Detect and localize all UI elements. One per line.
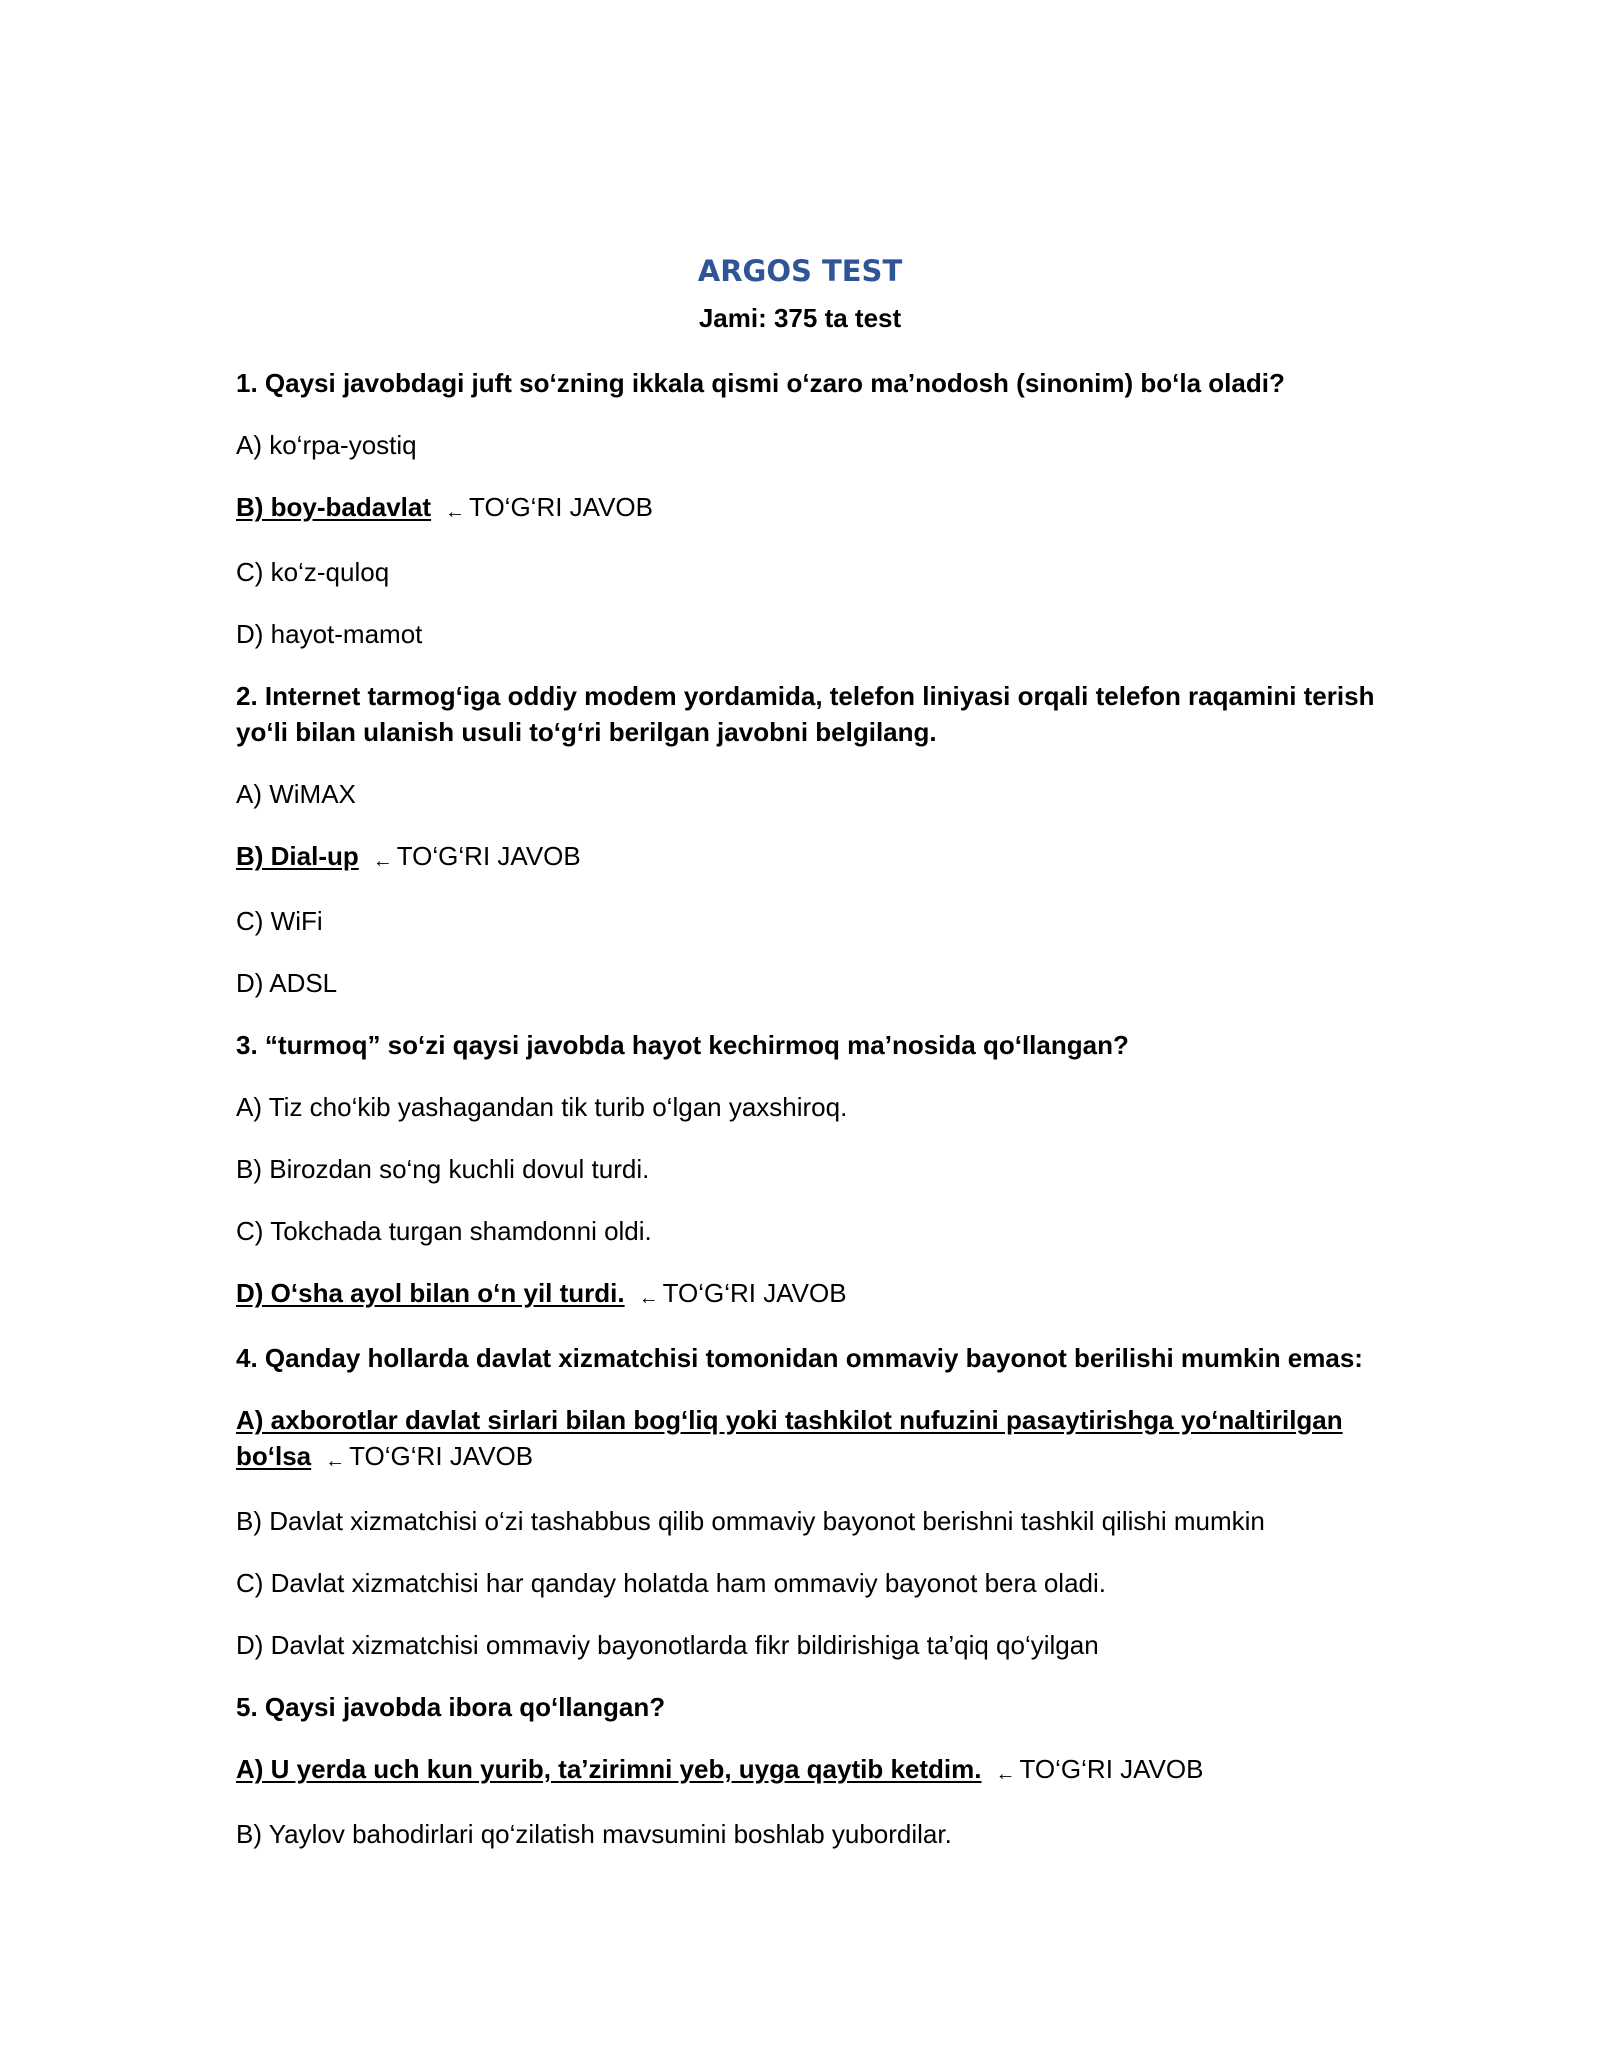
correct-answer-marker: TO‘G‘RI JAVOB — [662, 1278, 847, 1308]
option-2c: C) WiFi — [236, 906, 323, 936]
correct-answer-text: B) boy-badavlat — [236, 492, 432, 522]
option-1c: C) ko‘z-quloq — [236, 557, 390, 587]
option-3d — [236, 1275, 1376, 1314]
option-2a: A) WiMAX — [236, 779, 356, 809]
option-3b: B) Birozdan so‘ng kuchli dovul turdi. — [236, 1154, 650, 1184]
left-arrow-icon: ← — [372, 850, 393, 872]
question-5: 5. Qaysi javobda ibora qo‘llangan? — [236, 1692, 666, 1722]
question-2: 2. Internet tarmog‘iga oddiy modem yordamida, telefon liniyasi orqali telefon raqamini terish yo‘li bilan ulanish usuli to‘g‘ri berilgan javobni belgilang. — [236, 681, 1375, 747]
option-5b: B) Yaylov bahodirlari qo‘zilatish mavsumini boshlab yubordilar. — [236, 1819, 952, 1849]
question-1: 1. Qaysi javobdagi juft so‘zning ikkala qismi o‘zaro ma’nodosh (sinonim) bo‘la oladi? — [236, 368, 1285, 398]
question-3: 3. “turmoq” so‘zi qaysi javobda hayot kechirmoq ma’nosida qo‘llangan? — [236, 1030, 1129, 1060]
option-1d: D) hayot-mamot — [236, 619, 423, 649]
correct-answer-marker: TO‘G‘RI JAVOB — [1019, 1754, 1204, 1784]
option-5a — [236, 1751, 1376, 1790]
left-arrow-icon: ← — [995, 1763, 1016, 1785]
left-arrow-icon: ← — [325, 1450, 346, 1472]
document-subtitle: Jami: 375 ta test — [698, 303, 902, 333]
option-4a — [236, 1402, 1376, 1477]
document-title: ARGOS TEST — [697, 254, 903, 288]
correct-answer-text: A) U yerda uch kun yurib, ta’zirimni yeb, uyga qaytib ketdim. — [236, 1754, 982, 1784]
correct-answer-text: B) Dial-up — [236, 841, 359, 871]
option-3a: A) Tiz cho‘kib yashagandan tik turib o‘lgan yaxshiroq. — [236, 1092, 848, 1122]
correct-answer-marker: TO‘G‘RI JAVOB — [469, 492, 653, 522]
option-4c: C) Davlat xizmatchisi har qanday holatda ham ommaviy bayonot bera oladi. — [236, 1568, 1106, 1598]
left-arrow-icon: ← — [445, 501, 466, 523]
option-4b: B) Davlat xizmatchisi o‘zi tashabbus qilib ommaviy bayonot berishni tashkil qilishi mumkin — [236, 1506, 1265, 1536]
question-4: 4. Qanday hollarda davlat xizmatchisi tomonidan ommaviy bayonot berilishi mumkin emas: — [236, 1343, 1363, 1373]
question-list — [236, 365, 1376, 1878]
option-1b — [236, 489, 1376, 528]
option-3c: C) Tokchada turgan shamdonni oldi. — [236, 1216, 652, 1246]
option-1a: A) ko‘rpa-yostiq — [236, 430, 417, 460]
correct-answer-text: D) O‘sha ayol bilan o‘n yil turdi. — [236, 1278, 625, 1308]
left-arrow-icon: ← — [638, 1287, 659, 1309]
option-2d: D) ADSL — [236, 968, 338, 998]
correct-answer-marker: TO‘G‘RI JAVOB — [349, 1441, 534, 1471]
correct-answer-marker: TO‘G‘RI JAVOB — [396, 841, 581, 871]
option-4d: D) Davlat xizmatchisi ommaviy bayonotlarda fikr bildirishiga ta’qiq qo‘yilgan — [236, 1630, 1099, 1660]
correct-answer-text: A) axborotlar davlat sirlari bilan bog‘liq yoki tashkilot nufuzini pasaytirishga yo‘naltirilgan bo‘lsa — [236, 1405, 1343, 1471]
option-2b — [236, 838, 1376, 877]
